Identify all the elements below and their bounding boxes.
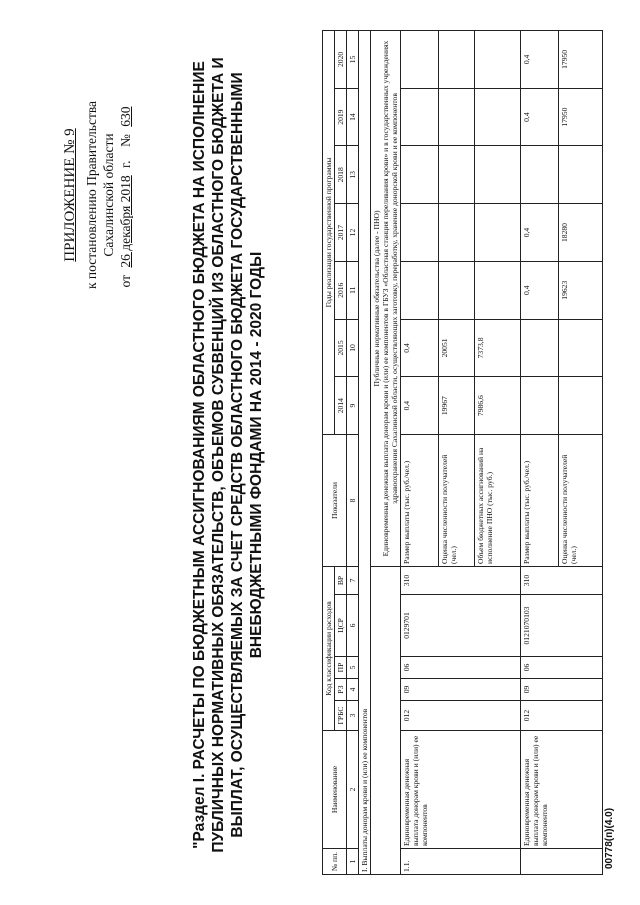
indicator-label: Оценка численности получателей (чел.) [559,434,603,566]
header-vr: ВР [335,566,347,594]
col-number: 9 [347,377,359,435]
value-cell [439,204,475,262]
value-cell [475,261,521,319]
value-cell [559,319,603,377]
col-number: 11 [347,261,359,319]
pno-spacer [371,566,401,874]
header-year: 2020 [335,31,347,89]
row-vr: 310 [401,566,521,594]
value-cell [439,31,475,89]
header-name: Наименование [323,731,347,849]
value-cell [439,261,475,319]
row-csr: 0129701 [401,595,521,657]
header-year: 2018 [335,146,347,204]
col-number: 3 [347,701,359,731]
value-cell [521,146,559,204]
value-cell [559,146,603,204]
value-cell: 0,4 [401,319,439,377]
value-cell: 0,4 [401,377,439,435]
header-codes: Код классификации расходов [323,566,335,730]
row-csr: 0121070103 [521,595,603,657]
appendix-no-sign: № [118,134,133,148]
value-cell [521,377,559,435]
col-number: 1 [347,849,359,875]
value-cell: 0,4 [521,31,559,89]
header-csr: ЦСР [335,595,347,657]
value-cell: 17950 [559,88,603,146]
pno-row [371,31,401,567]
header-year: 2015 [335,319,347,377]
header-years: Годы реализации государственной программы [323,31,335,435]
budget-table [322,30,603,875]
value-cell [401,31,439,89]
appendix-block [62,45,134,345]
value-cell [521,319,559,377]
col-number: 13 [347,146,359,204]
col-number: 5 [347,657,359,679]
row-grbs: 012 [521,701,603,731]
value-cell [475,146,521,204]
appendix-from: от [118,274,133,288]
value-cell: 20051 [439,319,475,377]
header-year: 2016 [335,261,347,319]
header-year: 2017 [335,204,347,262]
value-cell: 18280 [559,204,603,262]
row-pr: 06 [521,657,603,679]
col-number: 4 [347,679,359,701]
row-rz: 09 [521,679,603,701]
pno-title: Публичные нормативные обязательства (далее - ПНО) [372,210,381,387]
value-cell: 7986,6 [475,377,521,435]
col-number: 14 [347,88,359,146]
value-cell [401,204,439,262]
value-cell: 7373,8 [475,319,521,377]
value-cell [475,204,521,262]
section-heading: "Раздел I. РАСЧЕТЫ ПО БЮДЖЕТНЫМ АССИГНОВАНИЯМ ОБЛАСТНОГО БЮДЖЕТА НА ИСПОЛНЕНИЕ ПУБЛИЧНЫХ НОРМАТИВНЫХ ОБЯЗАТЕЛЬСТВ, ОБЪЕМОВ СУБВЕНЦИЙ ИЗ ОБЛАСТНОГО БЮДЖЕТА И ВЫПЛАТ, ОСУЩЕСТВЛЯЕМЫХ ЗА СЧЕТ СРЕДСТВ ОБЛАСТНОГО БЮДЖЕТА ГОСУДАРСТВЕННЫМИ ВНЕБЮДЖЕТНЫМИ ФОНДАМИ НА 2014 - 2020 ГОДЫ [191,57,265,853]
section-row: I. Выплаты донорам крови и (или) ее компонентов [359,31,371,875]
row-pr: 06 [401,657,521,679]
value-cell [439,146,475,204]
indicator-label: Размер выплаты (тыс. руб./чел.) [521,434,559,566]
col-number: 7 [347,566,359,594]
col-number: 15 [347,31,359,89]
col-number: 2 [347,731,359,849]
row-rz: 09 [401,679,521,701]
value-cell: 19967 [439,377,475,435]
header-no: № пп. [323,849,347,875]
value-cell [439,88,475,146]
appendix-date: 26 декабря 2018 [118,175,133,268]
header-pr: ПР [335,657,347,679]
appendix-line2: Сахалинской области [101,133,116,257]
indicator-label: Размер выплаты (тыс. руб./чел.) [401,434,439,566]
indicator-label: Оценка численности получателей (чел.) [439,434,475,566]
header-year: 2014 [335,377,347,435]
appendix-title: ПРИЛОЖЕНИЕ № 9 [62,128,78,262]
appendix-number: 630 [118,106,133,127]
value-cell [401,88,439,146]
value-cell: 0,4 [521,261,559,319]
row-name: Единовременная денежная выплата донорам крови и (или) ее компонентов [521,731,603,849]
value-cell: 0,4 [521,88,559,146]
value-cell: 19623 [559,261,603,319]
col-number: 12 [347,204,359,262]
value-cell: 0,4 [521,204,559,262]
indicator-label: Объем бюджетных ассигнований на исполнение ПНО (тыс. руб.) [475,434,521,566]
pno-description: Единовременная денежная выплата донорам крови и (или) ее компонентов в ГБУЗ «Областная станция переливания крови» и в государственных учреждениях здравоохранения Сахалинской области, осуществляющих заготовку, переработку, хранение донорской крови и ее компонентов [381,40,399,557]
value-cell [401,261,439,319]
value-cell [475,88,521,146]
value-cell [475,31,521,89]
col-number: 6 [347,595,359,657]
document-code: 00778(п)(4.0) [604,807,615,869]
value-cell [559,377,603,435]
header-rz: РЗ [335,679,347,701]
row-number [521,849,603,875]
row-name: Единовременная денежная выплата донорам крови и (или) ее компонентов [401,731,521,849]
row-grbs: 012 [401,701,521,731]
appendix-line1: к постановлению Правительства [84,100,99,290]
value-cell: 17950 [559,31,603,89]
value-cell [401,146,439,204]
row-vr: 310 [521,566,603,594]
row-number: 1.1. [401,849,521,875]
col-number: 10 [347,319,359,377]
appendix-date-line [117,45,134,345]
col-number: 8 [347,434,359,566]
appendix-year-suffix: г. [118,160,133,168]
header-grbs: ГРБС [335,701,347,731]
header-indicators: Показатели [323,434,347,566]
header-year: 2019 [335,88,347,146]
